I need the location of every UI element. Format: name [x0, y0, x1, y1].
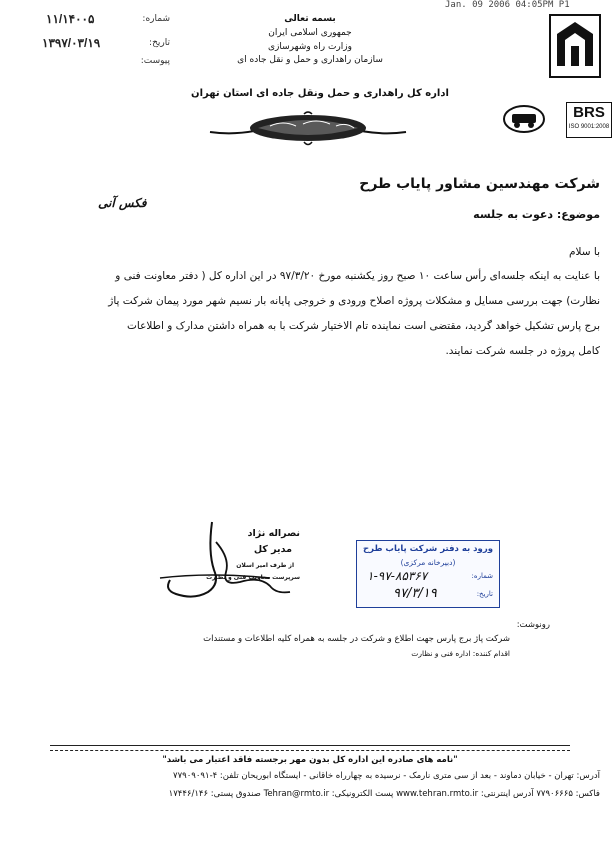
ministry-name: وزارت راه وشهرسازی: [268, 42, 352, 52]
body-line: کامل پروژه در جلسه شرکت نمایند.: [445, 345, 600, 357]
road-emblem-icon: [551, 16, 599, 76]
republic-name: جمهوری اسلامی ایران: [268, 28, 352, 38]
footer-address: آدرس: تهران - خیابان دماوند - بعد از سی متری نارمک - نرسیده به چهارراه خاقانی - ایستگاه ابوریحان تلفن: ۴-۷۷۹۰۹۰۹۱: [173, 771, 600, 781]
letter-date-label: تاریخ:: [149, 38, 170, 48]
signer-title: مدیر کل: [253, 544, 292, 555]
signature-block: [150, 512, 300, 612]
body-line: با عنایت به اینکه جلسه‌ای رأس ساعت ۱۰ صبح روز یکشنبه مورخ ۹۷/۳/۲۰ در این اداره کل ( دفتر معاونت فنی و: [115, 270, 600, 282]
bismillah: بسمه تعالی: [284, 14, 336, 24]
footer-contact: فاکس: ۷۷۹۰۶۶۶۵ آدرس اینترنتی: www.tehran.rmto.ir پست الکترونیکی: Tehran@rmto.ir صندوق پستی: ۱۷۴۴۶/۱۴۶: [168, 789, 600, 799]
body-line: برج پارس تشکیل خواهد گردید، مقتضی است نماینده تام الاختیار شرکت با به همراه داشتن مدارک و اطلاعات: [127, 320, 600, 332]
incoming-stamp: [356, 540, 500, 608]
cc-executor: اقدام کننده: اداره فنی و نظارت: [411, 649, 510, 658]
stamp-number-value: ۱-۹۷-۸۵۳۶۷: [367, 569, 428, 583]
letter-meta: [30, 12, 170, 68]
transport-emblem: [502, 104, 546, 134]
letter-body: [8, 264, 600, 364]
department-name: اداره کل راهداری و حمل ونقل جاده ای استان تهران: [191, 88, 449, 99]
stamp-title: ورود به دفتر شرکت پایاب طرح: [363, 544, 493, 554]
rmto-logo: [549, 14, 601, 78]
body-line: نظارت) جهت بررسی مسایل و مشکلات پروژه اصلاح ورودی و خروجی پایانه بار نسیم شهر مورد پیمان شرکت پاژ: [108, 295, 600, 307]
footer-dashed-divider: [50, 750, 570, 751]
calligraphy-ornament: [208, 110, 408, 148]
cc-line: شرکت پاژ برج پارس جهت اطلاع و شرکت در جلسه به همراه کلیه اطلاعات و مستندات: [203, 634, 510, 644]
letter-date-value: ۱۳۹۷/۰۳/۱۹: [42, 36, 101, 50]
vehicle-emblem-icon: [502, 104, 546, 134]
stamp-number-label: شماره:: [471, 572, 493, 580]
letter-attachment-label: پیوست:: [140, 56, 170, 66]
cc-title: رونوشت:: [516, 620, 550, 630]
iso-certification-logo: [566, 102, 612, 138]
footer-divider: [50, 745, 570, 746]
footer-notice: "نامه های صادره این اداره کل بدون مهر برجسته فاقد اعتبار می باشد": [162, 755, 458, 765]
recipient-name: شرکت مهندسین مشاور پایاب طرح: [359, 176, 600, 192]
calligraphy-icon: [208, 110, 408, 148]
stamp-subtitle: (دبیرخانه مرکزی): [400, 558, 456, 567]
signature-stamp-line: سرپرست معاونت فنی و نظارت: [206, 574, 300, 581]
letter-number-label: شماره:: [142, 14, 170, 24]
letter-number-value: ۱۱/۱۴۰۰۵: [46, 12, 95, 26]
fax-transmission-header: Jan. 09 2006 04:05PM P1: [445, 0, 570, 10]
signature-stamp-line: از طرف امیر اسلان: [236, 562, 294, 569]
signer-name: نصراله نژاد: [247, 528, 300, 539]
fax-label: فکس آنی: [98, 196, 147, 210]
stamp-date-label: تاریخ:: [476, 590, 493, 598]
iso-caption: ISO 9001:2008: [568, 124, 610, 130]
brs-logo-text: BRS: [573, 104, 605, 121]
stamp-date-value: ۹۷/۳/۱۹: [393, 586, 437, 601]
organization-name: سازمان راهداری و حمل و نقل جاده ای: [237, 55, 383, 65]
letterhead: [200, 14, 420, 65]
greeting: با سلام: [568, 246, 600, 258]
subject-line: موضوع: دعوت به جلسه: [473, 208, 600, 221]
